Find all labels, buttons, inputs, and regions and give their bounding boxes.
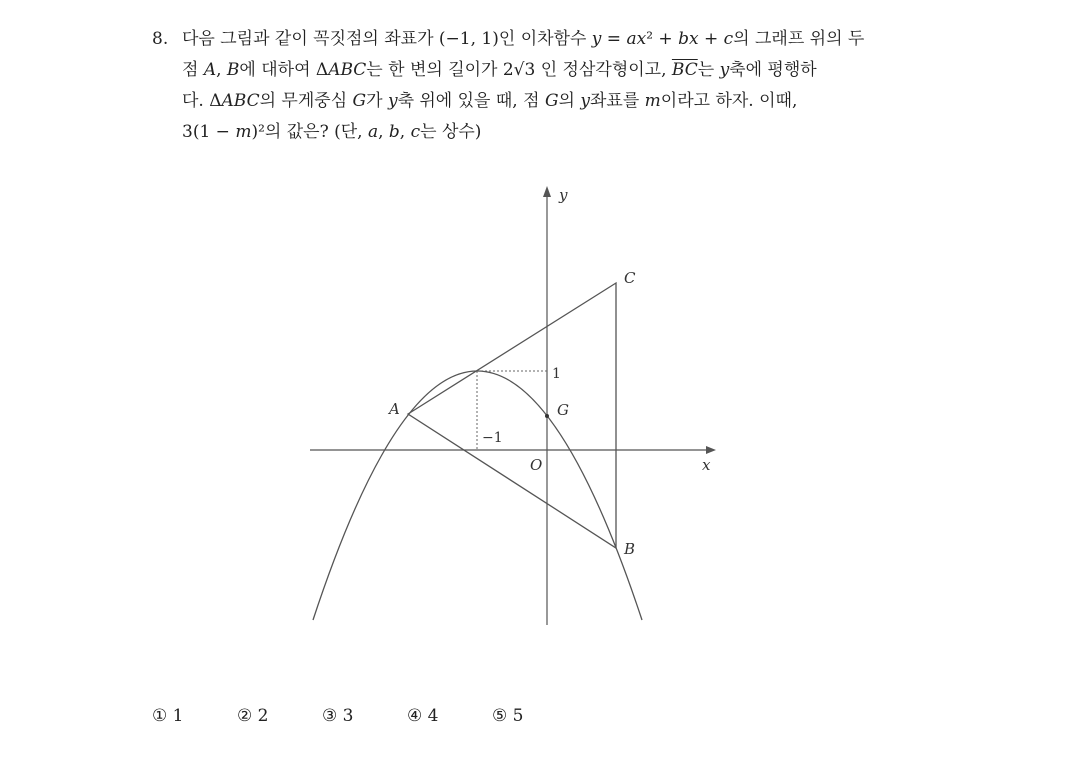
problem-line-3 — [152, 86, 942, 117]
text-span: 는 한 변의 길이가 2√3 인 정삼각형이고, — [366, 60, 672, 80]
point-b-label: B — [624, 540, 636, 558]
text-span: 는 상수) — [420, 122, 482, 142]
graph-figure — [300, 175, 730, 635]
origin-label: O — [530, 456, 543, 474]
y-axis-label: y — [559, 186, 568, 204]
text-span: 3(1 − — [182, 122, 236, 142]
problem-line-1 — [152, 24, 942, 55]
choice-1[interactable]: ① 1 — [152, 706, 184, 726]
text-span: 에 대하여 Δ — [239, 60, 329, 80]
text-span: 의 — [558, 91, 581, 111]
var-a: a — [367, 122, 379, 142]
point-a-label: A — [389, 400, 400, 418]
text-span: , — [399, 122, 411, 142]
var-abc: ABC — [221, 91, 260, 111]
problem-number: 8. — [152, 29, 169, 49]
problem-line-2 — [152, 55, 942, 86]
text-span: 다. Δ — [182, 91, 222, 111]
var-g: G — [544, 91, 559, 111]
var-g: G — [352, 91, 367, 111]
text-span: 점 — [182, 60, 204, 80]
text-span: ² + — [646, 29, 679, 49]
problem-line-4 — [152, 117, 942, 148]
var-a: A — [203, 60, 217, 80]
text-span: 는 — [697, 60, 720, 80]
text-span: , — [216, 60, 227, 80]
text-span: + — [698, 29, 724, 49]
equilateral-triangle — [408, 283, 616, 548]
var-y: y — [719, 60, 730, 80]
text-span: 의 그래프 위의 두 — [733, 29, 865, 49]
choice-2[interactable]: ② 2 — [237, 706, 269, 726]
vertex-x-label: −1 — [482, 430, 503, 446]
var-y: y — [580, 91, 590, 111]
vertex-y-label: 1 — [552, 366, 561, 382]
var-c: c — [410, 122, 421, 142]
text-span: 좌표를 — [589, 91, 645, 111]
text-span: = — [601, 29, 627, 49]
x-axis-arrow — [706, 446, 716, 454]
text-span: 축에 평행하 — [729, 60, 817, 80]
point-g-label: G — [557, 401, 569, 419]
var-y: y — [387, 91, 398, 111]
centroid-point — [545, 414, 549, 418]
answer-choices — [152, 706, 577, 726]
var-bx: bx — [678, 29, 699, 49]
text-span: )²의 값은? (단, — [251, 122, 368, 142]
y-axis-arrow — [543, 186, 551, 197]
var-m: m — [644, 91, 661, 111]
var-ax: ax — [626, 29, 647, 49]
choice-5[interactable]: ⑤ 5 — [492, 706, 524, 726]
var-b: B — [226, 60, 240, 80]
var-b: b — [388, 122, 400, 142]
text-span: 다음 그림과 같이 꼭짓점의 좌표가 (−1, 1)인 이차함수 — [182, 29, 592, 49]
text-span: 축 위에 있을 때, 점 — [397, 91, 545, 111]
problem-text — [152, 24, 942, 148]
var-c: c — [723, 29, 734, 49]
x-axis-label: x — [702, 456, 711, 474]
var-abc: ABC — [328, 60, 367, 80]
var-y: y — [591, 29, 602, 49]
point-c-label: C — [624, 269, 636, 287]
text-span: 의 무게중심 — [259, 91, 353, 111]
choice-3[interactable]: ③ 3 — [322, 706, 354, 726]
text-span: 가 — [366, 91, 388, 111]
text-span: 이라고 하자. 이때, — [660, 91, 798, 111]
segment-bc: $\overline{BC}$ — [671, 60, 698, 80]
var-m: m — [235, 122, 252, 142]
text-span: , — [378, 122, 389, 142]
choice-4[interactable]: ④ 4 — [407, 706, 439, 726]
